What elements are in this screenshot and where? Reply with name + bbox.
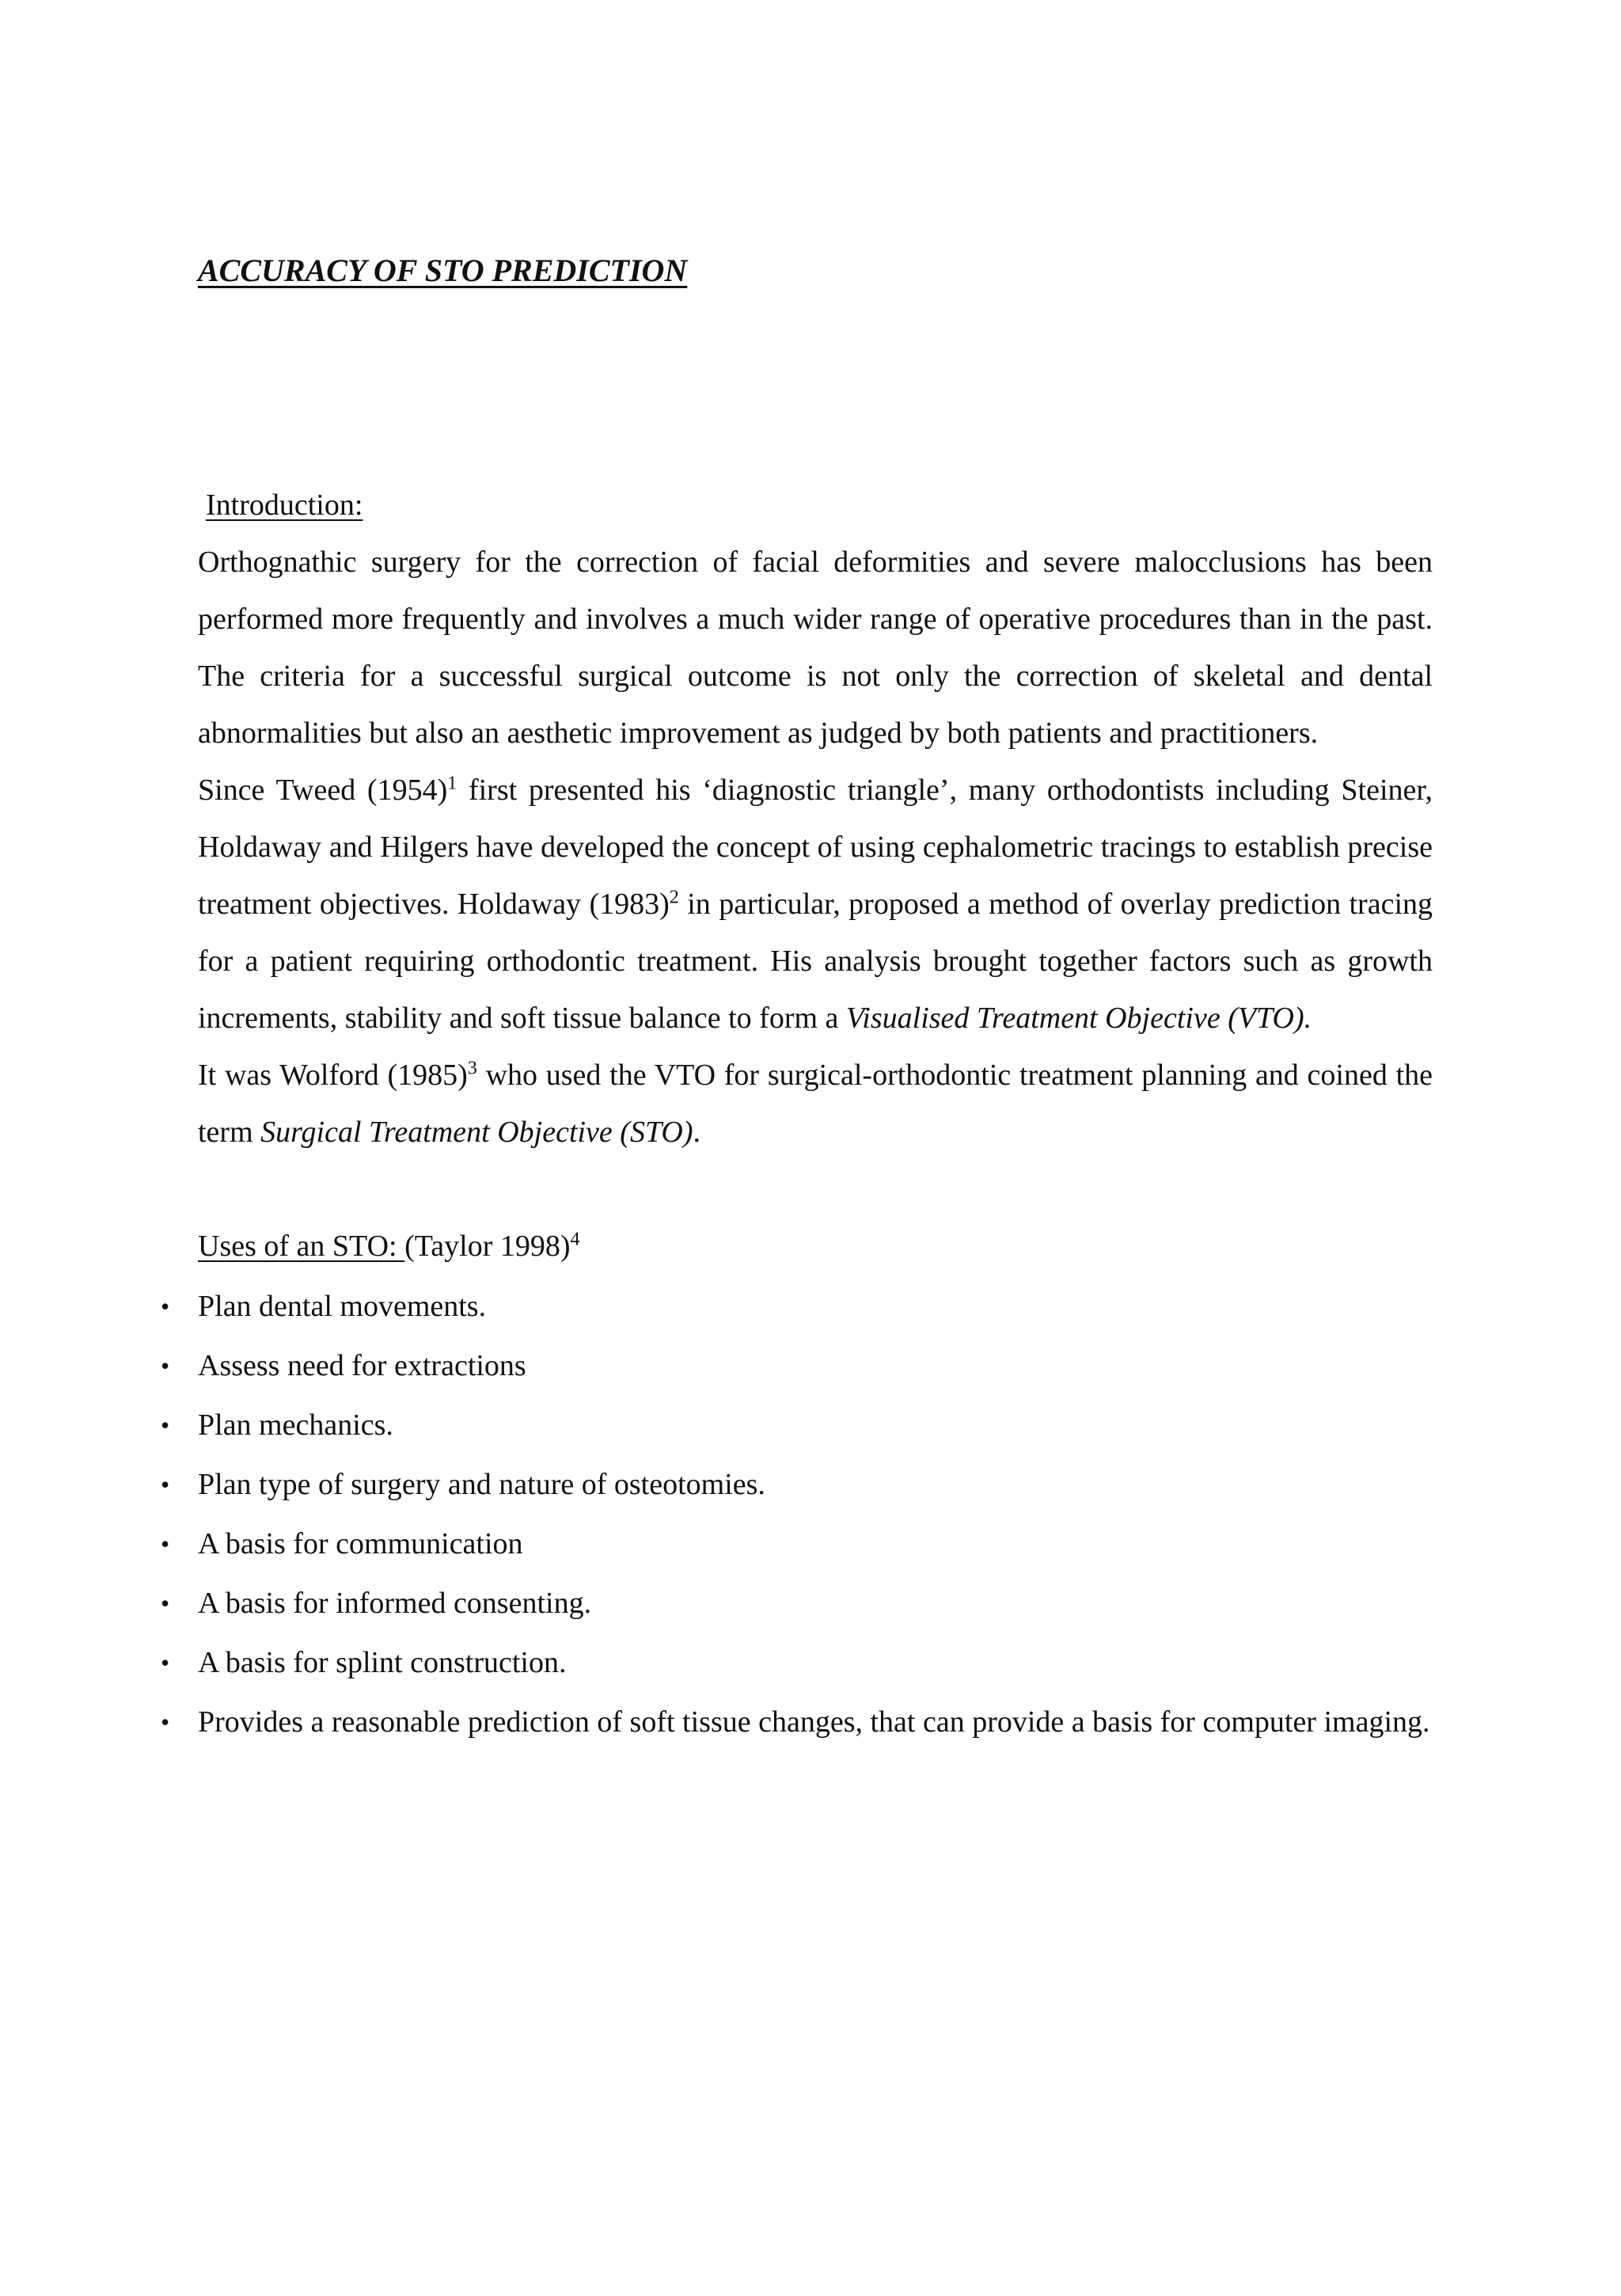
list-item (161, 1278, 1433, 1335)
list-item (161, 1337, 1433, 1394)
list-item-text: Plan dental movements. (198, 1290, 487, 1323)
bullet-icon: • (161, 1530, 170, 1558)
list-item-text: Plan type of surgery and nature of osteotomies. (198, 1468, 765, 1501)
list-item (161, 1397, 1433, 1454)
reference-3: 3 (467, 1058, 477, 1079)
introduction-heading: Introduction: (206, 488, 363, 522)
para2-text-2: first presented his ‘diagnostic triangle’, many orthodontists including Steiner, Holdaway and Hilgers have developed the concept of using cephalometric tracings to establish precise treatment objectives. Holdaway (1983) (198, 774, 1433, 921)
bullet-icon: • (161, 1351, 170, 1380)
introduction-paragraph-2 (198, 762, 1433, 1047)
document-body (161, 477, 1433, 1753)
uses-list (161, 1278, 1433, 1751)
bullet-icon: • (161, 1411, 170, 1439)
list-item-text: A basis for informed consenting. (198, 1587, 592, 1620)
vto-term: Visualised Treatment Objective (VTO). (845, 1002, 1312, 1035)
para3-end: . (693, 1116, 700, 1149)
reference-4: 4 (570, 1229, 580, 1250)
para3-text-1: It was Wolford (1985) (198, 1059, 468, 1092)
list-item-text: A basis for communication (198, 1527, 523, 1560)
reference-1: 1 (447, 773, 457, 794)
para3-text-2: who used the VTO for surgical-orthodontic treatment planning and coined the term (198, 1059, 1433, 1149)
uses-heading-line (198, 1218, 1433, 1275)
bullet-icon: • (161, 1708, 170, 1736)
list-item (161, 1634, 1433, 1691)
uses-citation: (Taylor 1998) (404, 1230, 571, 1263)
list-item-text: Provides a reasonable prediction of soft tissue changes, that can provide a basis for computer imaging. (198, 1705, 1430, 1739)
document-title: ACCURACY OF STO PREDICTION (198, 253, 688, 288)
list-item-text: A basis for splint construction. (198, 1646, 567, 1679)
list-item (161, 1693, 1433, 1751)
list-item (161, 1515, 1433, 1572)
bullet-icon: • (161, 1648, 170, 1677)
list-item-text: Plan mechanics. (198, 1408, 393, 1442)
list-item-text: Assess need for extractions (198, 1349, 526, 1382)
list-item (161, 1456, 1433, 1513)
section-spacer (198, 1161, 1433, 1218)
introduction-paragraph-1: Orthognathic surgery for the correction of facial deformities and severe malocclusions has been performed more frequently and involves a much wider range of operative procedures than in the past. The criteria for a successful surgical outcome is not only the correction of skeletal and dental abnormalities but also an aesthetic improvement as judged by both patients and practitioners. (198, 545, 1433, 750)
reference-2: 2 (669, 887, 679, 908)
para2-text-3: in particular, proposed a method of overlay prediction tracing for a patient requiring orthodontic treatment. His analysis brought together factors such as growth increments, stability and soft tissue balance to form a (198, 888, 1433, 1035)
bullet-icon: • (161, 1470, 170, 1499)
list-item (161, 1575, 1433, 1632)
bullet-icon: • (161, 1292, 170, 1321)
bullet-icon: • (161, 1589, 170, 1617)
para2-text-1: Since Tweed (1954) (198, 774, 448, 807)
introduction-paragraph-3 (198, 1047, 1433, 1161)
sto-term: Surgical Treatment Objective (STO) (260, 1116, 693, 1149)
uses-heading: Uses of an STO: (198, 1230, 405, 1263)
